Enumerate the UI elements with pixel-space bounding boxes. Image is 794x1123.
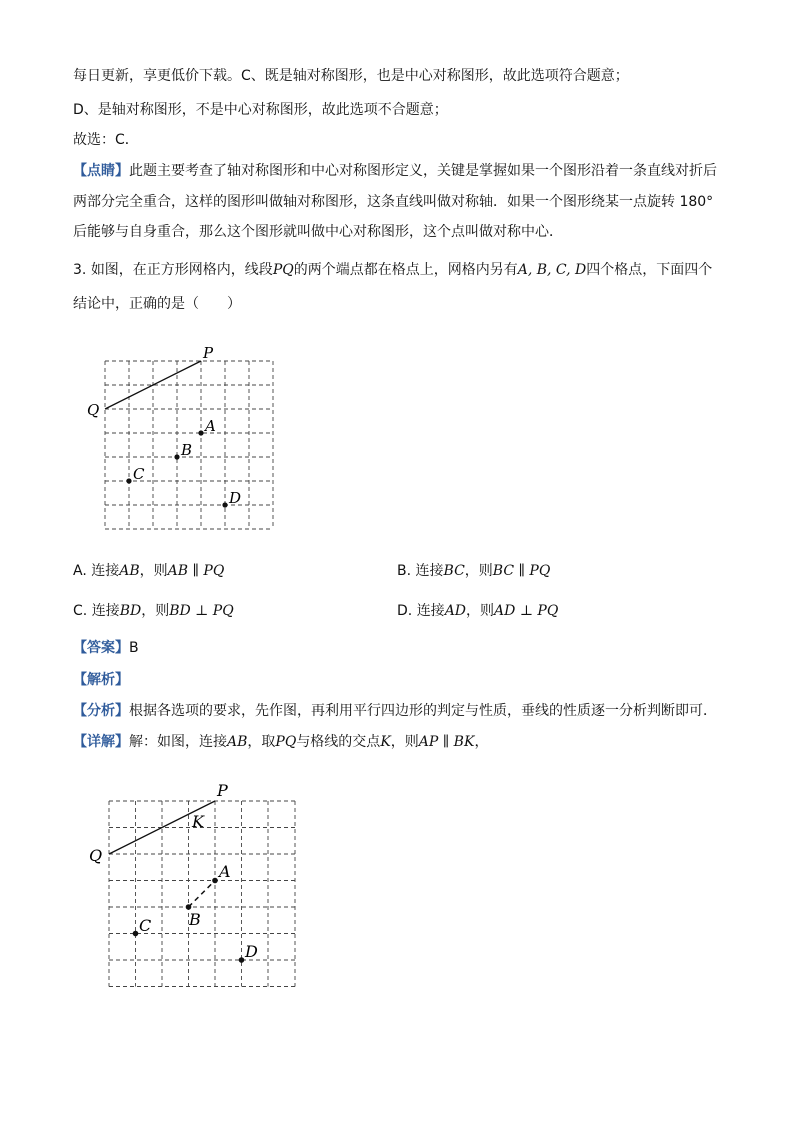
label-a-2: A bbox=[219, 862, 231, 881]
label-c-2: C bbox=[139, 916, 152, 935]
label-p: P bbox=[203, 344, 214, 362]
question-stem-line-1 bbox=[73, 260, 712, 280]
question-stem-line2-text: 结论中，正确的是（ ） bbox=[73, 296, 241, 312]
label-q: Q bbox=[87, 401, 100, 419]
option-d bbox=[397, 601, 558, 621]
point-d bbox=[222, 502, 227, 507]
point-a-2 bbox=[212, 878, 218, 884]
option-c-mid: ，则 bbox=[141, 603, 170, 619]
point-c-2 bbox=[133, 931, 139, 937]
prev-text-2: D、是轴对称图形，不是中心对称图形，故此选项不合题意； bbox=[73, 102, 448, 118]
dianjing-line-1 bbox=[73, 161, 717, 181]
figure-2-svg bbox=[86, 780, 301, 992]
option-d-letter: D. bbox=[397, 603, 413, 619]
question-stem-a: 如图，在正方形网格内，线段 bbox=[90, 262, 273, 278]
question-points: A, B, C, D bbox=[517, 262, 587, 278]
option-a-rel: AB ∥ PQ bbox=[167, 563, 225, 579]
option-d-pre: 连接 bbox=[416, 603, 445, 619]
label-a: A bbox=[205, 417, 216, 435]
xiangjie-seg-pq: PQ bbox=[275, 734, 297, 750]
option-a-pre: 连接 bbox=[91, 563, 120, 579]
prev-text-1: 每日更新，享更低价下载。C、既是轴对称图形，也是中心对称图形，故此选项符合题意； bbox=[73, 68, 629, 84]
option-c bbox=[73, 601, 234, 621]
fenxi-text: 根据各选项的要求，先作图，再利用平行四边形的判定与性质，垂线的性质逐一分析判断即可． bbox=[129, 703, 717, 719]
point-a bbox=[198, 430, 203, 435]
xiangjie-text-a: 解：如图，连接 bbox=[129, 734, 227, 750]
option-b bbox=[397, 561, 550, 581]
dianjing-line-3 bbox=[73, 222, 563, 242]
dianjing-tag: 【点睛】 bbox=[73, 163, 129, 179]
label-q-2: Q bbox=[89, 846, 103, 865]
dianjing-text-3: 后能够与自身重合，那么这个图形就叫做中心对称图形，这个点叫做对称中心． bbox=[73, 224, 563, 240]
question-number: 3. bbox=[73, 262, 87, 278]
label-c: C bbox=[133, 465, 145, 483]
label-d-2: D bbox=[245, 942, 258, 961]
dianjing-text-2: 两部分完全重合，这样的图形叫做轴对称图形，这条直线叫做对称轴．如果一个图形绕某一点旋转 180° bbox=[73, 194, 714, 210]
question-stem-c: 四个格点，下面四个 bbox=[586, 262, 713, 278]
answer-value: B bbox=[129, 640, 139, 656]
figure-1 bbox=[84, 340, 284, 535]
dianjing-line-2 bbox=[73, 192, 713, 212]
answer-line bbox=[73, 638, 139, 658]
point-b bbox=[174, 454, 179, 459]
prev-text-3: 故选：C． bbox=[73, 132, 139, 148]
jiexi-tag: 【解析】 bbox=[73, 672, 129, 688]
question-seg-pq: PQ bbox=[272, 262, 294, 278]
fenxi-line bbox=[73, 701, 717, 721]
label-d: D bbox=[229, 489, 242, 507]
question-stem-b: 的两个端点都在格点上，网格内另有 bbox=[293, 262, 518, 278]
figure-2 bbox=[86, 780, 301, 992]
option-d-mid: ，则 bbox=[466, 603, 495, 619]
option-a bbox=[73, 561, 224, 581]
xiangjie-text-b: ，取 bbox=[247, 734, 276, 750]
option-b-pre: 连接 bbox=[415, 563, 444, 579]
xiangjie-tag: 【详解】 bbox=[73, 734, 129, 750]
xiangjie-text-d: ，则 bbox=[390, 734, 419, 750]
xiangjie-seg-ab: AB bbox=[227, 734, 248, 750]
question-stem-line-2 bbox=[73, 294, 241, 314]
option-b-letter: B. bbox=[397, 563, 412, 579]
prev-line-2 bbox=[73, 100, 448, 120]
option-a-seg: AB bbox=[119, 563, 140, 579]
point-b-2 bbox=[186, 904, 192, 910]
option-b-seg: BC bbox=[443, 563, 465, 579]
option-a-letter: A. bbox=[73, 563, 87, 579]
option-c-letter: C. bbox=[73, 603, 88, 619]
xiangjie-relation: AP ∥ BK bbox=[418, 734, 475, 750]
fenxi-tag: 【分析】 bbox=[73, 703, 129, 719]
dianjing-text-1: 此题主要考查了轴对称图形和中心对称图形定义，关键是掌握如果一个图形沿着一条直线对折后 bbox=[129, 163, 717, 179]
option-b-mid: ，则 bbox=[464, 563, 493, 579]
figure-1-svg bbox=[84, 340, 284, 535]
answer-tag: 【答案】 bbox=[73, 640, 129, 656]
option-b-rel: BC ∥ PQ bbox=[492, 563, 551, 579]
point-d-2 bbox=[239, 957, 245, 963]
xiangjie-text-end: ， bbox=[474, 734, 489, 750]
option-c-rel: BD ⊥ PQ bbox=[169, 603, 234, 619]
label-k-2: K bbox=[192, 812, 204, 831]
prev-line-3 bbox=[73, 130, 139, 150]
option-d-seg: AD bbox=[444, 603, 467, 619]
option-c-pre: 连接 bbox=[91, 603, 120, 619]
label-p-2: P bbox=[217, 781, 228, 800]
option-c-seg: BD bbox=[119, 603, 142, 619]
xiangjie-text-c: 与格线的交点 bbox=[296, 734, 381, 750]
point-c bbox=[126, 478, 131, 483]
jiexi-line bbox=[73, 670, 129, 690]
label-b: B bbox=[181, 441, 193, 459]
option-a-mid: ，则 bbox=[139, 563, 168, 579]
label-b-2: B bbox=[189, 910, 201, 929]
xiangjie-point-k: K bbox=[380, 734, 391, 750]
xiangjie-line bbox=[73, 732, 488, 752]
option-d-rel: AD ⊥ PQ bbox=[494, 603, 559, 619]
segment-ab-dashed bbox=[189, 881, 216, 908]
prev-line-1 bbox=[73, 66, 629, 86]
